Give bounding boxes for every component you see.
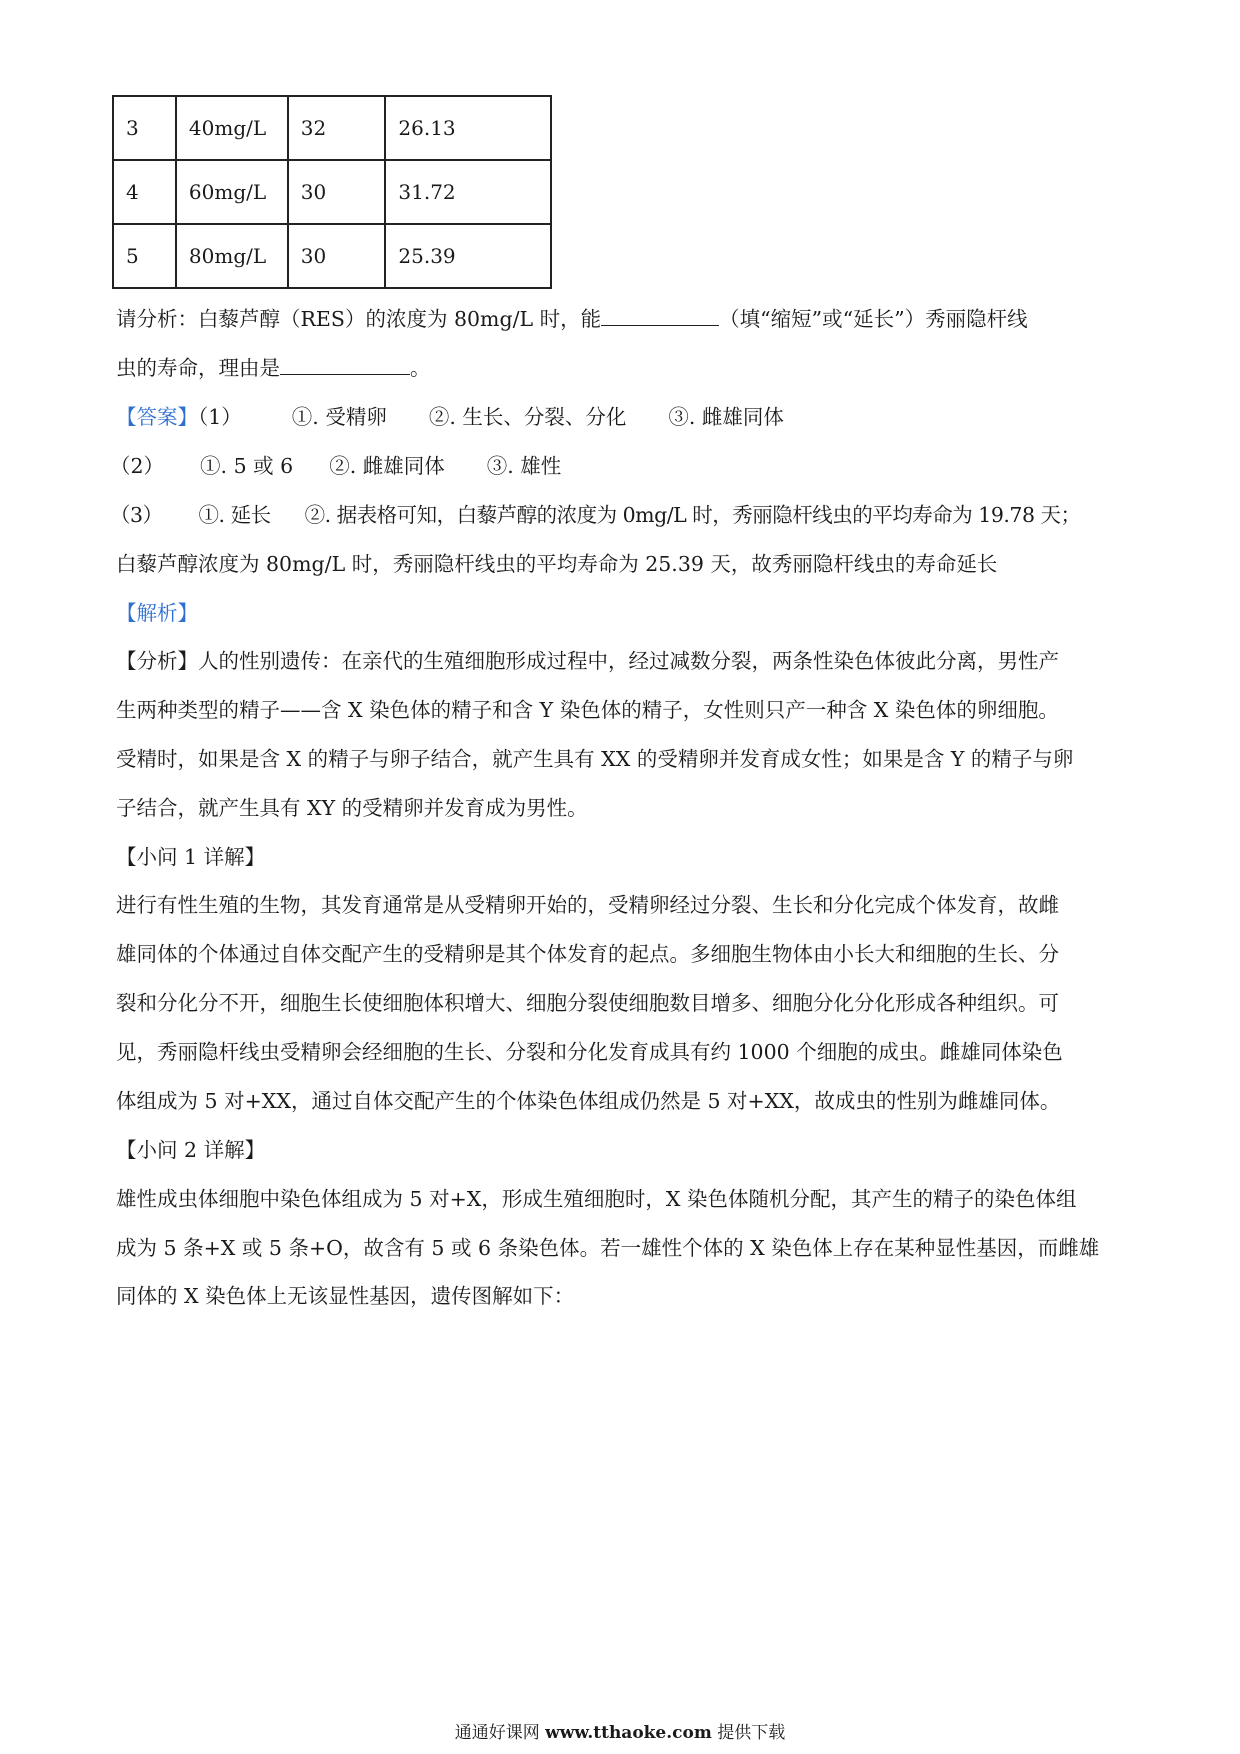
answer-blank-2 xyxy=(280,352,410,375)
table-cell: 31.72 xyxy=(385,160,551,224)
answer-q2-number: （2） xyxy=(110,454,165,478)
answer-q2-c: ③. 雄性 xyxy=(486,454,562,478)
answer-q1-number: （1） xyxy=(198,405,242,429)
answer-line-3 xyxy=(110,500,1081,530)
answer-q1-b: ②. 生长、分裂、分化 xyxy=(428,405,627,429)
table-row xyxy=(113,96,551,160)
detail1-line: 体组成为 5 对+XX，通过自体交配产生的个体染色体组成仍然是 5 对+XX，故成虫的性别为雌雄同体。 xyxy=(116,1089,1061,1113)
detail2-title: 【小问 2 详解】 xyxy=(116,1138,266,1162)
table-row xyxy=(113,224,551,288)
analysis-line: 【分析】人的性别遗传：在亲代的生殖细胞形成过程中，经过减数分裂，两条性染色体彼此分离，男性产 xyxy=(116,649,1059,673)
table-cell: 30 xyxy=(288,160,386,224)
question-text-cont: （填“缩短”或“延长”）秀丽隐杆线 xyxy=(719,307,1028,331)
data-table xyxy=(112,95,552,289)
table-cell: 40mg/L xyxy=(176,96,288,160)
table-cell: 32 xyxy=(288,96,386,160)
analysis-line: 受精时，如果是含 X 的精子与卵子结合，就产生具有 XX 的受精卵并发育成女性；如果是含 Y 的精子与卵 xyxy=(116,747,1074,771)
detail1-title: 【小问 1 详解】 xyxy=(116,845,266,869)
question-end: 。 xyxy=(410,356,431,380)
analysis-tag: 【解析】 xyxy=(116,601,198,625)
answer-q3-b: ②. 据表格可知，白藜芦醇的浓度为 0mg/L 时，秀丽隐杆线虫的平均寿命为 19.78 天； xyxy=(304,503,1081,527)
footer xyxy=(0,1718,1240,1743)
detail1-line: 见，秀丽隐杆线虫受精卵会经细胞的生长、分裂和分化发育成具有约 1000 个细胞的成虫。雌雄同体染色 xyxy=(116,1040,1063,1064)
table-cell: 26.13 xyxy=(385,96,551,160)
question-text-2: 虫的寿命，理由是 xyxy=(116,356,280,380)
table-cell: 80mg/L xyxy=(176,224,288,288)
detail2-line: 雄性成虫体细胞中染色体组成为 5 对+X，形成生殖细胞时，X 染色体随机分配，其产生的精子的染色体组 xyxy=(116,1187,1077,1211)
detail1-line: 裂和分化分不开，细胞生长使细胞体积增大、细胞分裂使细胞数目增多、细胞分化分化形成各种组织。可 xyxy=(116,991,1059,1015)
table-cell: 3 xyxy=(113,96,176,160)
answer-q2-b: ②. 雌雄同体 xyxy=(329,454,445,478)
question-line-1 xyxy=(116,303,1028,334)
answer-q3-a: ①. 延长 xyxy=(198,503,271,527)
table-cell: 60mg/L xyxy=(176,160,288,224)
answer-tag: 【答案】 xyxy=(116,405,198,429)
analysis-line: 生两种类型的精子——含 X 染色体的精子和含 Y 染色体的精子，女性则只产一种含 X 染色体的卵细胞。 xyxy=(116,698,1059,722)
answer-q3-number: （3） xyxy=(110,503,163,527)
answer-line-1 xyxy=(116,402,784,432)
answer-blank-1 xyxy=(601,303,719,326)
answer-q1-a: ①. 受精卵 xyxy=(291,405,387,429)
answer-q1-c: ③. 雌雄同体 xyxy=(668,405,784,429)
answer-q3-c: 白藜芦醇浓度为 80mg/L 时，秀丽隐杆线虫的平均寿命为 25.39 天，故秀丽隐杆线虫的寿命延长 xyxy=(116,552,998,576)
detail1-line: 进行有性生殖的生物，其发育通常是从受精卵开始的，受精卵经过分裂、生长和分化完成个体发育，故雌 xyxy=(116,893,1059,917)
analysis-line: 子结合，就产生具有 XY 的受精卵并发育成为男性。 xyxy=(116,796,588,820)
detail1-line: 雄同体的个体通过自体交配产生的受精卵是其个体发育的起点。多细胞生物体由小长大和细胞的生长、分 xyxy=(116,942,1059,966)
question-text: 请分析：白藜芦醇（RES）的浓度为 80mg/L 时，能 xyxy=(116,307,602,331)
table-cell: 4 xyxy=(113,160,176,224)
answer-q2-a: ①. 5 或 6 xyxy=(200,454,294,478)
question-line-2 xyxy=(116,352,431,383)
answer-line-4 xyxy=(116,549,997,579)
table-row xyxy=(113,160,551,224)
table-cell: 25.39 xyxy=(385,224,551,288)
answer-line-2 xyxy=(110,451,561,481)
footer-download-text: 提供下载 xyxy=(717,1723,786,1743)
table-cell: 30 xyxy=(288,224,386,288)
detail2-line: 同体的 X 染色体上无该显性基因，遗传图解如下： xyxy=(116,1284,575,1308)
footer-url-link[interactable]: www.tthaoke.com xyxy=(545,1723,712,1743)
table-cell: 5 xyxy=(113,224,176,288)
footer-site-name: 通通好课网 xyxy=(454,1723,540,1743)
detail2-line: 成为 5 条+X 或 5 条+O，故含有 5 或 6 条染色体。若一雄性个体的 X 染色体上存在某种显性基因，而雌雄 xyxy=(116,1236,1100,1260)
